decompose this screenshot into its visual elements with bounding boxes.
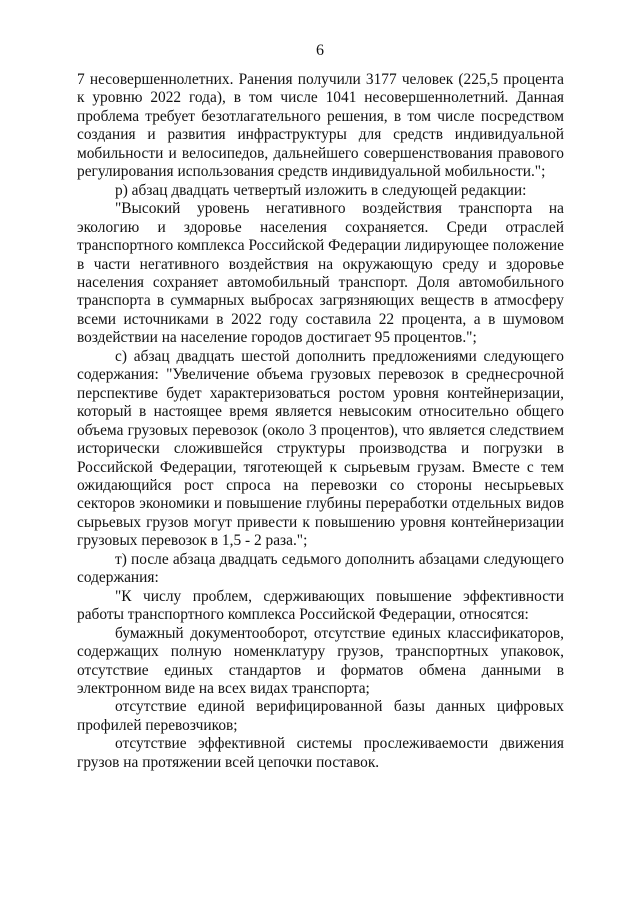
paragraph-9: отсутствие эффективной системы прослеживаемости движения грузов на протяжении всей цепочки поставок. xyxy=(77,735,564,771)
page-number: 6 xyxy=(316,42,324,59)
paragraph-1: 7 несовершеннолетних. Ранения получили 3177 человек (225,5 процента к уровню 2022 года), в том числе 1041 несовершеннолетний. Данная проблема требует безотлагательного решения, в том числе посредством создания и развития инфраструктуры для средств индивидуальной мобильности и велосипедов, дальнейшего совершенствования правового регулирования использования средств индивидуальной мобильности."; xyxy=(77,71,564,181)
paragraph-2: р) абзац двадцать четвертый изложить в следующей редакции: xyxy=(115,181,527,199)
paragraph-8: отсутствие единой верифицированной базы данных цифровых профилей перевозчиков; xyxy=(77,698,564,734)
paragraph-5: т) после абзаца двадцать седьмого дополнить абзацами следующего содержания: xyxy=(77,550,564,587)
paragraph-6: "К числу проблем, сдерживающих повышение эффективности работы транспортного комплекса Российской Федерации, относятся: xyxy=(77,587,564,624)
paragraph-3: "Высокий уровень негативного воздействия транспорта на экологию и здоровье населения сохраняется. Среди отраслей транспортного комплекса Российской Федерации лидирующее положение в части негативного воздействия на окружающую среду и здоровье населения сохраняет автомобильный транспорт. Доля автомобильного транспорта в суммарных выбросах загрязняющих веществ в атмосферу всеми источниками в 2022 году составила 22 процента, а в шумовом воздействии на население городов достигает 95 процентов."; xyxy=(77,200,564,347)
paragraph-4: с) абзац двадцать шестой дополнить предложениями следующего содержания: "Увеличение объема грузовых перевозок в среднесрочной перспективе будет характеризоваться ростом уровня контейнеризации, который в настоящее время является невысоким относительно общего объема грузовых перевозок (около 3 процентов), что является следствием исторически сложившейся структуры производства и погрузки в Российской Федерации, тяготеющей к сырьевым грузам. Вместе с тем ожидающийся рост спроса на перевозки со стороны несырьевых секторов экономики и повышение глубины переработки отдельных видов сырьевых грузов могут привести к повышению уровня контейнеризации грузовых перевозок в 1,5 - 2 раза."; xyxy=(77,347,564,550)
paragraph-7: бумажный документооборот, отсутствие единых классификаторов, содержащих полную номенклатуру грузов, транспортных упаковок, отсутствие единых стандартов и форматов обмена данными в электронном виде на всех видах транспорта; xyxy=(77,624,564,697)
document-body xyxy=(77,71,564,772)
